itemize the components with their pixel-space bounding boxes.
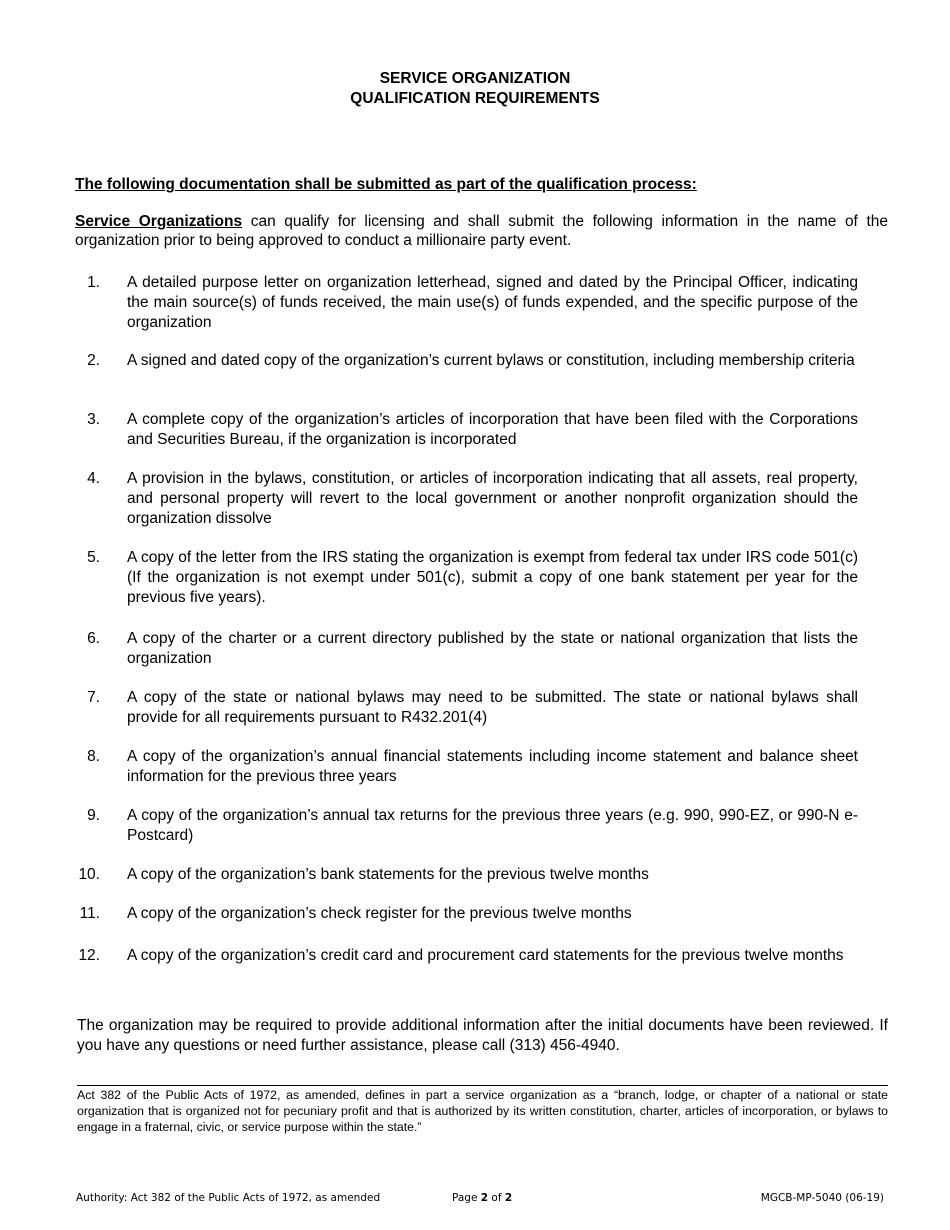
list-item-text: A complete copy of the organization’s articles of incorporation that have been filed with the Corporations and Securities Bureau, if the organization is incorporated: [127, 411, 858, 448]
page-prefix: Page: [452, 1192, 481, 1204]
list-item-number: 3.: [87, 411, 100, 428]
footer-authority: Authority: Act 382 of the Public Acts of 1972, as amended: [76, 1192, 381, 1204]
list-item-text: A copy of the organization’s bank statements for the previous twelve months: [127, 866, 649, 883]
list-item-number: 9.: [87, 807, 100, 824]
list-item-text: A detailed purpose letter on organization letterhead, signed and dated by the Principal Officer, indicating the main source(s) of funds received, the main use(s) of funds expended, and the specific purpose of the organization: [127, 274, 858, 331]
intro-text: can qualify for licensing and shall submit the following information in the name of the organization prior to being approved to conduct a millionaire party event.: [75, 213, 889, 249]
intro-paragraph: [75, 212, 888, 250]
closing-paragraph: The organization may be required to provide additional information after the initial documents have been reviewed. If you have any questions or need further assistance, please call (313) 456-4940.: [77, 1017, 888, 1054]
footnote: Act 382 of the Public Acts of 1972, as amended, defines in part a service organization as a “branch, lodge, or chapter of a national or state organization that is organized not for pecuniary profit and that is authorized by its written constitution, charter, articles of incorporation, or bylaws to engage in a fraternal, civic, or service purpose within the state.”: [77, 1088, 888, 1134]
footnote-divider: [77, 1085, 888, 1086]
list-item-number: 1.: [87, 274, 100, 291]
list-item-number: 4.: [87, 470, 100, 487]
document-title-line-1: SERVICE ORGANIZATION: [379, 70, 571, 87]
page-current: 2: [480, 1192, 489, 1204]
list-item-number: 2.: [87, 352, 100, 369]
intro-lead: Service Organizations: [75, 213, 243, 230]
list-item-number: 10.: [78, 866, 100, 883]
section-heading: The following documentation shall be submitted as part of the qualification process:: [75, 176, 697, 193]
list-item-number: 5.: [87, 549, 100, 566]
page-of: of: [488, 1192, 505, 1204]
list-item-number: 7.: [87, 689, 100, 706]
list-item-text: A copy of the organization’s check register for the previous twelve months: [127, 905, 632, 922]
page-total: 2: [504, 1192, 513, 1204]
document-title-line-2: QUALIFICATION REQUIREMENTS: [350, 90, 600, 107]
list-item-text: A copy of the charter or a current directory published by the state or national organization that lists the organization: [127, 630, 858, 667]
footer-page-number: [452, 1192, 512, 1204]
list-item-number: 8.: [87, 748, 100, 765]
list-item-text: A copy of the organization’s annual financial statements including income statement and balance sheet information for the previous three years: [127, 748, 858, 785]
list-item-number: 11.: [79, 905, 100, 922]
footer-form-id: MGCB-MP-5040 (06-19): [760, 1192, 884, 1204]
list-item-number: 12.: [78, 947, 100, 964]
list-item-text: A signed and dated copy of the organization’s current bylaws or constitution, including membership criteria: [127, 352, 855, 369]
list-item-number: 6.: [87, 630, 100, 647]
list-item-text: A copy of the state or national bylaws may need to be submitted. The state or national bylaws shall provide for all requirements pursuant to R432.201(4): [127, 689, 858, 726]
list-item-text: A copy of the organization’s credit card and procurement card statements for the previous twelve months: [127, 947, 844, 964]
list-item-text: A copy of the organization’s annual tax returns for the previous three years (e.g. 990, 990-EZ, or 990-N e-Postcard): [127, 807, 858, 844]
list-item-text: A provision in the bylaws, constitution, or articles of incorporation indicating that all assets, real property, and personal property will revert to the local government or another nonprofit organization should the organization dissolve: [127, 470, 858, 527]
list-item-text: A copy of the letter from the IRS stating the organization is exempt from federal tax under IRS code 501(c) (If the organization is not exempt under 501(c), submit a copy of one bank statement per year for the previous five years).: [127, 549, 858, 606]
